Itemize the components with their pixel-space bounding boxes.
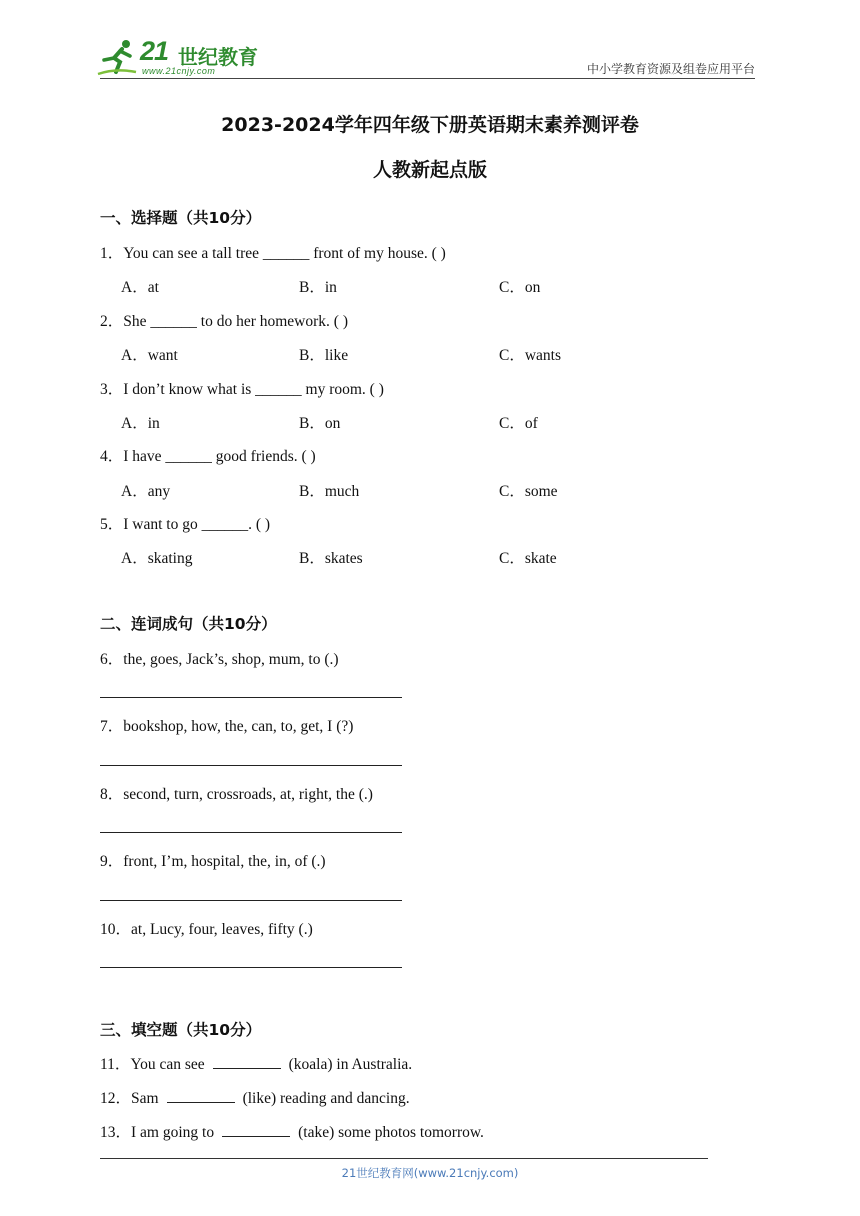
- option-b: B．on: [299, 415, 341, 432]
- logo-chinese: 世纪教育: [178, 45, 258, 69]
- option-a: A．at: [121, 279, 159, 296]
- option-b: B．much: [299, 483, 360, 500]
- option-b: B．skates: [299, 550, 363, 567]
- logo-url: www.21cnjy.com: [142, 66, 216, 76]
- option-c: C．on: [499, 279, 541, 296]
- page-title: 2023-2024学年四年级下册英语期末素养测评卷: [221, 114, 639, 136]
- answer-line[interactable]: [100, 765, 402, 766]
- option-a: A．skating: [121, 550, 193, 567]
- option-c: C．skate: [499, 550, 557, 567]
- question-10: 10．at, Lucy, four, leaves, fifty (.): [100, 921, 313, 938]
- question-13: 13．I am going to (take) some photos tomorrow.: [100, 1124, 484, 1141]
- header-platform-text: 中小学教育资源及组卷应用平台: [586, 62, 755, 76]
- site-logo: [96, 36, 266, 80]
- option-c: C．of: [499, 415, 538, 432]
- option-b: B．like: [299, 347, 349, 364]
- runner-icon: [96, 38, 140, 78]
- fill-blank[interactable]: [222, 1122, 290, 1137]
- logo-number: 21: [140, 36, 169, 66]
- answer-line[interactable]: [100, 900, 402, 901]
- option-c: C．wants: [499, 347, 562, 364]
- section-1-heading: 一、选择题（共10分）: [100, 209, 262, 227]
- fill-blank[interactable]: [213, 1054, 281, 1069]
- option-a: A．want: [121, 347, 178, 364]
- question-8: 8．second, turn, crossroads, at, right, the (.): [100, 786, 373, 803]
- option-a: A．in: [121, 415, 160, 432]
- fill-blank[interactable]: [167, 1088, 235, 1103]
- question-7: 7．bookshop, how, the, can, to, get, I (?): [100, 718, 354, 735]
- page-subtitle: 人教新起点版: [372, 159, 487, 181]
- footer-divider: [100, 1158, 708, 1159]
- answer-line[interactable]: [100, 967, 402, 968]
- question-4: 4．I have ______ good friends. ( ): [100, 448, 316, 465]
- footer-link[interactable]: 21世纪教育网(www.21cnjy.com): [341, 1166, 519, 1180]
- header-divider: [100, 78, 755, 79]
- option-c: C．some: [499, 483, 558, 500]
- option-a: A．any: [121, 483, 171, 500]
- question-3: 3．I don’t know what is ______ my room. ( ): [100, 381, 384, 398]
- answer-line[interactable]: [100, 697, 402, 698]
- question-5: 5．I want to go ______. ( ): [100, 516, 271, 533]
- option-b: B．in: [299, 279, 337, 296]
- section-3-heading: 三、填空题（共10分）: [100, 1021, 262, 1039]
- question-1: 1．You can see a tall tree ______ front of my house. ( ): [100, 245, 446, 262]
- question-6: 6．the, goes, Jack’s, shop, mum, to (.): [100, 651, 339, 668]
- question-2: 2．She ______ to do her homework. ( ): [100, 313, 348, 330]
- answer-line[interactable]: [100, 832, 402, 833]
- question-11: 11．You can see (koala) in Australia.: [100, 1056, 413, 1073]
- question-12: 12．Sam (like) reading and dancing.: [100, 1090, 410, 1107]
- question-9: 9．front, I’m, hospital, the, in, of (.): [100, 853, 326, 870]
- section-2-heading: 二、连词成句（共10分）: [100, 615, 277, 633]
